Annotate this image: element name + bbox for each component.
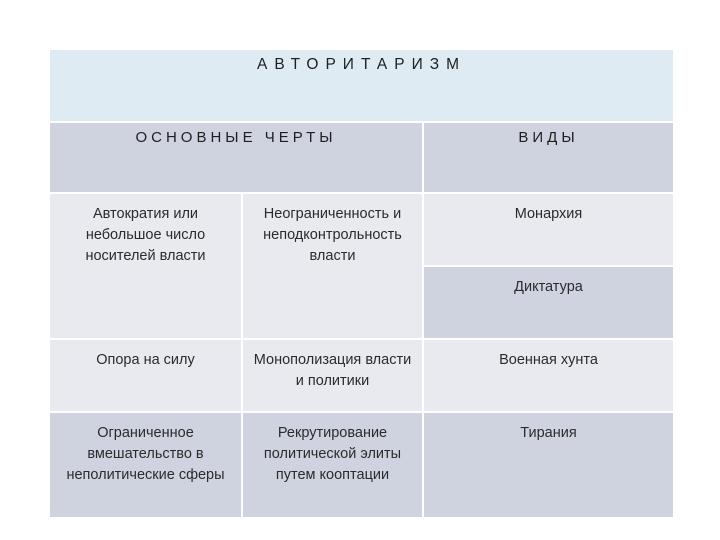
authoritarianism-table: [50, 50, 669, 507]
table-title: АВТОРИТАРИЗМ: [50, 50, 673, 121]
feature-cooptation: Рекрутирование политической элиты путем кооптации: [243, 413, 422, 517]
type-tyranny: Тирания: [424, 413, 673, 517]
type-military-junta: Военная хунта: [424, 340, 673, 411]
feature-monopolization: Монополизация власти и политики: [243, 340, 422, 411]
feature-autocracy: Автократия или небольшое число носителей власти: [50, 194, 241, 338]
type-monarchy: Монархия: [424, 194, 673, 265]
feature-limited-intervention: Ограниченное вмешательство в неполитические сферы: [50, 413, 241, 517]
feature-unlimited-power: Неограниченность и неподконтрольность власти: [243, 194, 422, 338]
header-features: ОСНОВНЫЕ ЧЕРТЫ: [50, 123, 422, 192]
type-dictatorship: Диктатура: [424, 267, 673, 338]
feature-force: Опора на силу: [50, 340, 241, 411]
header-types: ВИДЫ: [424, 123, 673, 192]
